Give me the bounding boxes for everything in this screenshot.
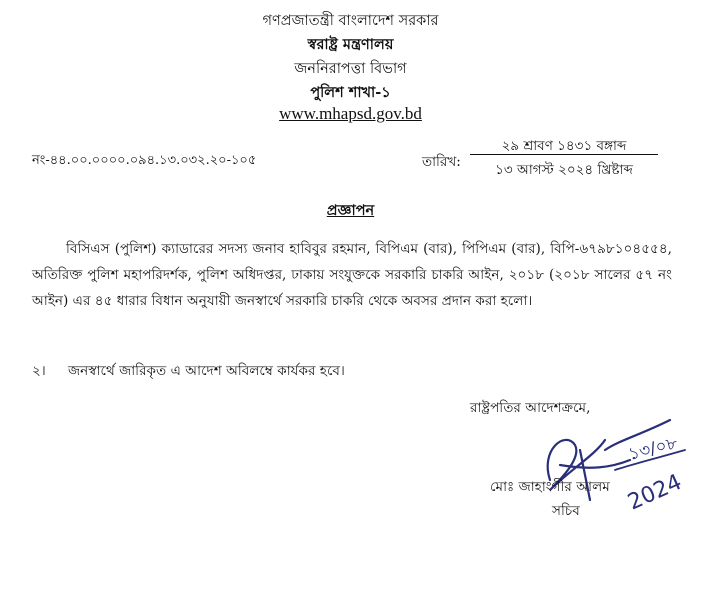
notice-title: প্রজ্ঞাপন [326,202,375,219]
notice-paragraph-1: বিসিএস (পুলিশ) ক্যাডারের সদস্য জনাব হাবিবুর রহমান, বিপিএম (বার), পিপিএম (বার), বিপি-৬৭৯৮১০৪৫৫৪, অতিরিক্ত পুলিশ মহাপরিদর্শক, পুলিশ অধিদপ্তর, ঢাকায় সংযুক্তকে সরকারি চাকরি আইন, ২০১৮ (২০১৮ সালের ৫৭ নং আইন) এর ৪৫ ধারার বিধান অনুযায়ী জনস্বার্থে সরকারি চাকরি থেকে অবসর প্রদান করা হলো। [32,241,672,309]
date-divider [470,154,658,155]
government-name: গণপ্রজাতন্ত্রী বাংলাদেশ সরকার [262,13,439,29]
ministry-name: স্বরাষ্ট্র মন্ত্রণালয় [307,36,394,53]
handwritten-date-year: 2024 [624,469,686,516]
handwritten-signature [520,410,700,530]
division-name: জননিরাপত্তা বিভাগ [294,61,407,77]
paragraph-2-text: জনস্বার্থে জারিকৃত এ আদেশ অবিলম্বে কার্যকর হবে। [68,363,345,379]
signer-name: মোঃ জাহাংগীর আলম [490,479,610,495]
website-link[interactable]: www.mhapsd.gov.bd [279,104,422,123]
signer-title: সচিব [552,503,580,519]
handwritten-date-day: ১৩/০৮ [626,433,680,465]
date-bangla: ২৯ শ্রাবণ ১৪৩১ বঙ্গাব্দ [501,138,627,154]
notice-paragraph-2 [32,360,345,383]
memo-number: নং-৪৪.০০.০০০০.০৯৪.১৩.০৩২.২০-১০৫ [32,153,257,168]
branch-name: পুলিশ শাখা-১ [310,84,391,101]
date-gregorian: ১৩ আগস্ট ২০২৪ খ্রিষ্টাব্দ [495,162,633,178]
paragraph-number: ২। [32,363,46,379]
by-order-line: রাষ্ট্রপতির আদেশক্রমে, [470,400,591,416]
date-label: তারিখ: [422,154,461,170]
